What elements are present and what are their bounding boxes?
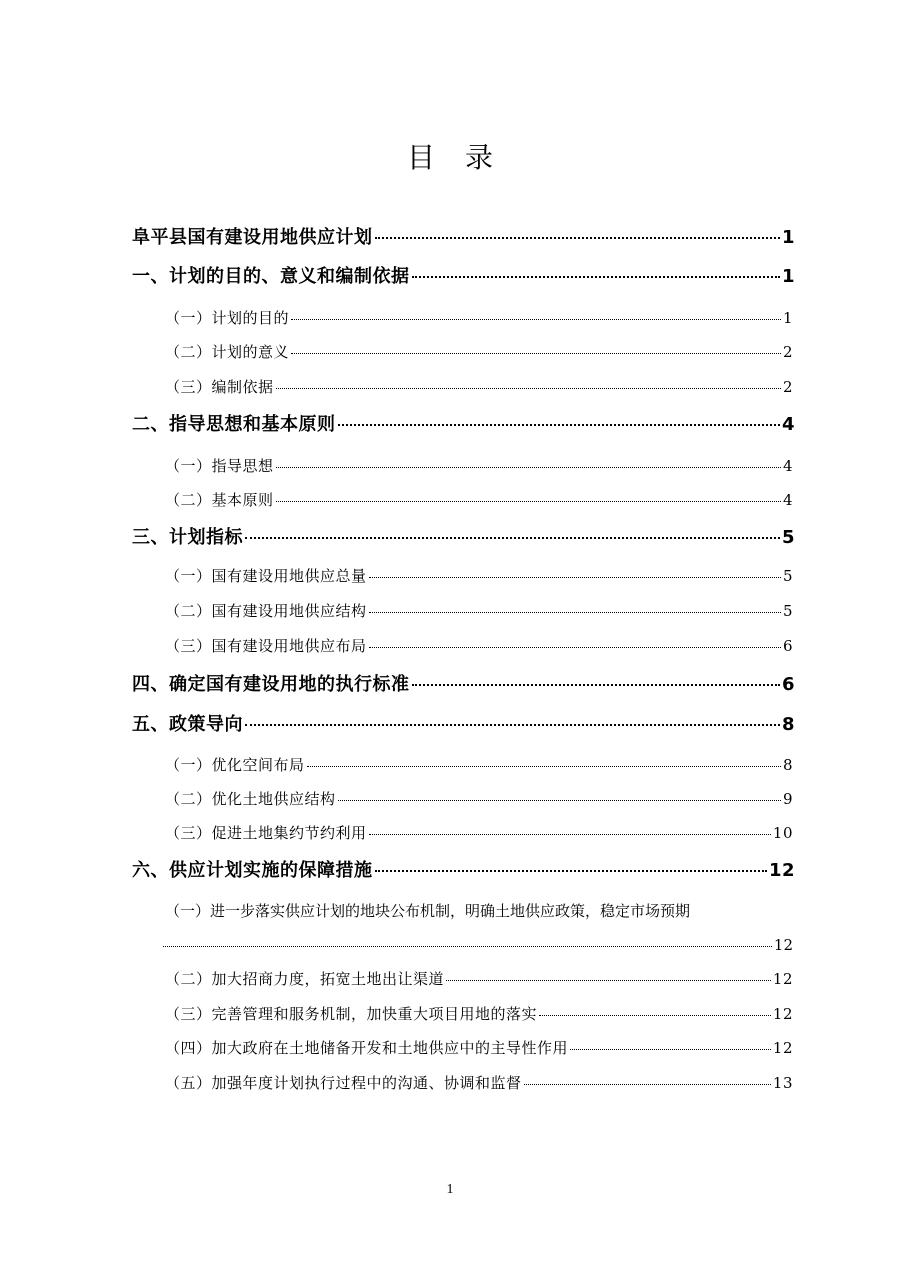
toc-entry-page: 5 — [781, 527, 795, 548]
toc-entry-text: （一）进一步落实供应计划的地块公布机制，明确土地供应政策，稳定市场预期 — [165, 902, 691, 920]
toc-leader-dots — [276, 388, 781, 389]
footer-page-number: 1 — [446, 1182, 454, 1197]
toc-entry-text: 三、计划指标 — [132, 527, 243, 548]
toc-entry-page: 5 — [782, 567, 793, 585]
toc-entry-text: （二）加大招商力度，拓宽土地出让渠道 — [165, 970, 445, 988]
toc-entry-text: 四、确定国有建设用地的执行标准 — [132, 674, 410, 695]
toc-entry-page: 1 — [781, 227, 795, 248]
toc-entry-level1[interactable] — [132, 712, 795, 738]
toc-entry-text: 五、政策导向 — [132, 714, 243, 735]
toc-entry-text: （四）加大政府在土地储备开发和土地供应中的主导性作用 — [165, 1039, 569, 1057]
toc-entry-page: 2 — [782, 343, 793, 361]
toc-entry-page: 12 — [772, 970, 793, 988]
toc-entry-level1[interactable] — [132, 672, 795, 698]
toc-leader-dots — [245, 724, 780, 726]
toc-entry-level2[interactable] — [165, 1037, 793, 1059]
toc-entry-text: （五）加强年度计划执行过程中的沟通、协调和监督 — [165, 1074, 522, 1092]
toc-entry-page: 1 — [781, 266, 795, 287]
toc-entry-text: （三）国有建设用地供应布局 — [165, 637, 367, 655]
toc-entry-level2[interactable] — [165, 455, 793, 477]
toc-leader-dots — [369, 577, 781, 578]
toc-leader-dots — [291, 319, 781, 320]
toc-entry-level1[interactable] — [132, 858, 795, 884]
toc-leader-dots — [369, 834, 771, 835]
toc-entry-text: 一、计划的目的、意义和编制依据 — [132, 266, 410, 287]
toc-entry-page: 6 — [781, 674, 795, 695]
toc-entry-text: 二、指导思想和基本原则 — [132, 414, 336, 435]
toc-leader-dots — [307, 766, 781, 767]
toc-entry-page: 2 — [782, 378, 793, 396]
toc-entry-level2[interactable] — [165, 754, 793, 776]
toc-leader-dots — [369, 612, 781, 613]
toc-entry-page: 12 — [773, 936, 793, 954]
toc-leader-dots — [245, 537, 780, 539]
toc-leader-dots — [291, 353, 781, 354]
toc-entry-level2[interactable] — [165, 600, 793, 622]
toc-leader-dots — [524, 1084, 771, 1085]
toc-entry-text: （一）优化空间布局 — [165, 756, 305, 774]
toc-entry-text: （三）促进土地集约节约利用 — [165, 824, 367, 842]
toc-entry-text: （二）基本原则 — [165, 491, 274, 509]
toc-entry-page: 12 — [768, 860, 795, 881]
toc-entry-text: （二）优化土地供应结构 — [165, 790, 336, 808]
toc-entry-page: 4 — [782, 457, 793, 475]
toc-entry-level1[interactable] — [132, 264, 795, 290]
toc-entry-page: 13 — [772, 1074, 793, 1092]
toc-entry-text: （一）国有建设用地供应总量 — [165, 567, 367, 585]
toc-entry-text: 六、供应计划实施的保障措施 — [132, 860, 373, 881]
toc-entry-text: （一）指导思想 — [165, 457, 274, 475]
toc-entry-page: 8 — [781, 714, 795, 735]
toc-leader-dots — [375, 237, 780, 239]
toc-entry-level2[interactable] — [165, 968, 793, 990]
toc-entry-level2[interactable] — [165, 788, 793, 810]
toc-entry-text: （三）完善管理和服务机制，加快重大项目用地的落实 — [165, 1005, 538, 1023]
toc-entry-level2[interactable] — [165, 635, 793, 657]
toc-leader-dots — [338, 800, 781, 801]
toc-leader-dots — [338, 424, 780, 426]
toc-entry-text: （三）编制依据 — [165, 378, 274, 396]
toc-entry-continuation[interactable] — [163, 934, 793, 956]
toc-entry-page: 8 — [782, 756, 793, 774]
toc-entry-level1[interactable] — [132, 225, 795, 251]
toc-entry-text: 阜平县国有建设用地供应计划 — [132, 227, 373, 248]
toc-entry-text: （一）计划的目的 — [165, 309, 290, 327]
toc-entry-page: 12 — [772, 1039, 793, 1057]
toc-entry-level2[interactable] — [165, 489, 793, 511]
toc-entry-level2[interactable] — [165, 1072, 793, 1094]
toc-entry-page: 1 — [782, 309, 793, 327]
toc-entry-page: 9 — [782, 790, 793, 808]
toc-leader-dots — [163, 946, 772, 947]
toc-entry-level2[interactable] — [165, 376, 793, 398]
toc-entry-page: 4 — [781, 414, 795, 435]
toc-entry-level1[interactable] — [132, 412, 795, 438]
toc-leader-dots — [570, 1049, 771, 1050]
toc-entry-level2-wrapped[interactable] — [165, 900, 793, 922]
toc-entry-level2[interactable] — [165, 341, 793, 363]
toc-entry-level2[interactable] — [165, 1003, 793, 1025]
toc-leader-dots — [446, 980, 771, 981]
toc-entry-text: （二）计划的意义 — [165, 343, 290, 361]
toc-entry-page: 4 — [782, 491, 793, 509]
toc-entry-level2[interactable] — [165, 822, 793, 844]
toc-title: 目录 — [406, 141, 523, 174]
toc-leader-dots — [539, 1015, 771, 1016]
toc-leader-dots — [276, 501, 781, 502]
toc-entry-page: 6 — [782, 637, 793, 655]
toc-leader-dots — [276, 467, 781, 468]
toc-entry-level2[interactable] — [165, 565, 793, 587]
toc-leader-dots — [369, 647, 781, 648]
toc-entry-level2[interactable] — [165, 307, 793, 329]
toc-entry-level1[interactable] — [132, 525, 795, 551]
toc-leader-dots — [375, 870, 767, 872]
toc-entry-page: 5 — [782, 602, 793, 620]
toc-entry-page: 10 — [772, 824, 793, 842]
toc-entry-page: 12 — [772, 1005, 793, 1023]
toc-entry-text: （二）国有建设用地供应结构 — [165, 602, 367, 620]
toc-leader-dots — [412, 276, 780, 278]
toc-leader-dots — [412, 684, 780, 686]
